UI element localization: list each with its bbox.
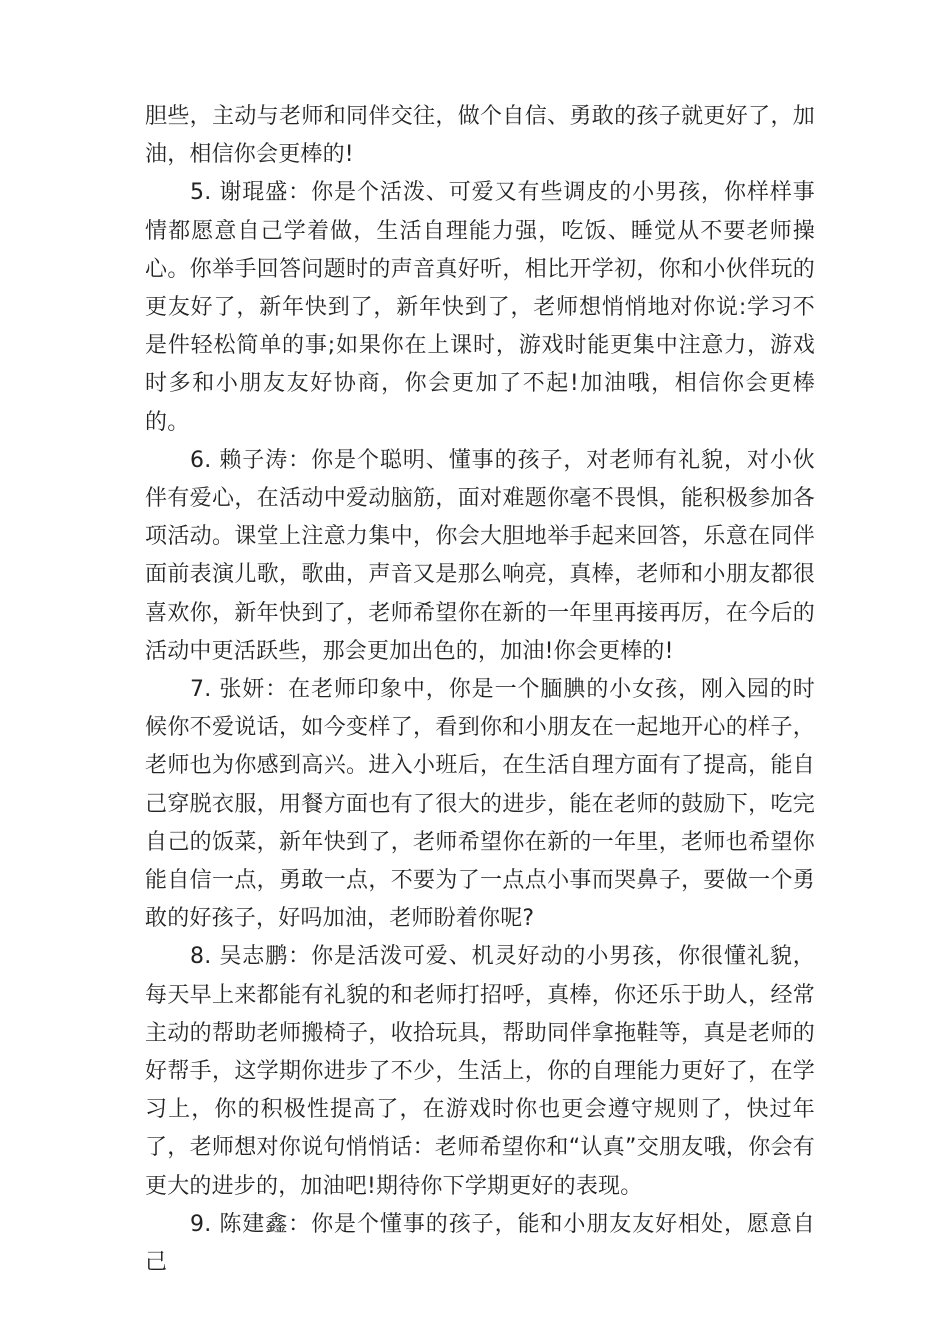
paragraph-item-9: 9. 陈建鑫：你是个懂事的孩子，能和小朋友友好相处，愿意自己 — [145, 1211, 815, 1276]
paragraph-item-8: 8. 吴志鹏：你是活泼可爱、机灵好动的小男孩，你很懂礼貌，每天早上来都能有礼貌的和老师打招呼，真棒，你还乐于助人，经常主动的帮助老师搬椅子，收拾玩具，帮助同伴拿拖鞋等，真是老师的好帮手，这学期你进步了不少，生活上，你的自理能力更好了，在学习上，你的积极性提高了，在游戏时你也更会遵守规则了，快过年了，老师想对你说句悄悄话：老师希望你和“认真”交朋友哦，你会有更大的进步的，加油吧!期待你下学期更好的表现。 — [145, 944, 815, 1199]
paragraph-continuation: 胆些，主动与老师和同伴交往，做个自信、勇敢的孩子就更好了，加油，相信你会更棒的! — [145, 104, 815, 168]
paragraph-item-6: 6. 赖子涛：你是个聪明、懂事的孩子，对老师有礼貌，对小伙伴有爱心，在活动中爱动脑筋，面对难题你毫不畏惧，能积极参加各项活动。课堂上注意力集中，你会大胆地举手起来回答，乐意在同伴面前表演儿歌，歌曲，声音又是那么响亮，真棒，老师和小朋友都很喜欢你，新年快到了，老师希望你在新的一年里再接再厉，在今后的活动中更活跃些，那会更加出色的，加油!你会更棒的! — [145, 447, 815, 664]
document-body — [145, 98, 815, 1282]
paragraph-item-7: 7. 张妍：在老师印象中，你是一个腼腆的小女孩，刚入园的时候你不爱说话，如今变样了，看到你和小朋友在一起地开心的样子，老师也为你感到高兴。进入小班后，在生活自理方面有了提高，能自己穿脱衣服，用餐方面也有了很大的进步，能在老师的鼓励下，吃完自己的饭菜，新年快到了，老师希望你在新的一年里，老师也希望你能自信一点，勇敢一点，不要为了一点点小事而哭鼻子，要做一个勇敢的好孩子，好吗加油，老师盼着你呢? — [145, 677, 815, 932]
paragraph-item-5: 5. 谢琨盛：你是个活泼、可爱又有些调皮的小男孩，你样样事情都愿意自己学着做，生活自理能力强，吃饭、睡觉从不要老师操心。你举手回答问题时的声音真好听，相比开学初，你和小伙伴玩的更友好了，新年快到了，新年快到了，老师想悄悄地对你说:学习不是件轻松简单的事;如果你在上课时，游戏时能更集中注意力，游戏时多和小朋友友好协商，你会更加了不起!加油哦，相信你会更棒的。 — [145, 180, 815, 435]
